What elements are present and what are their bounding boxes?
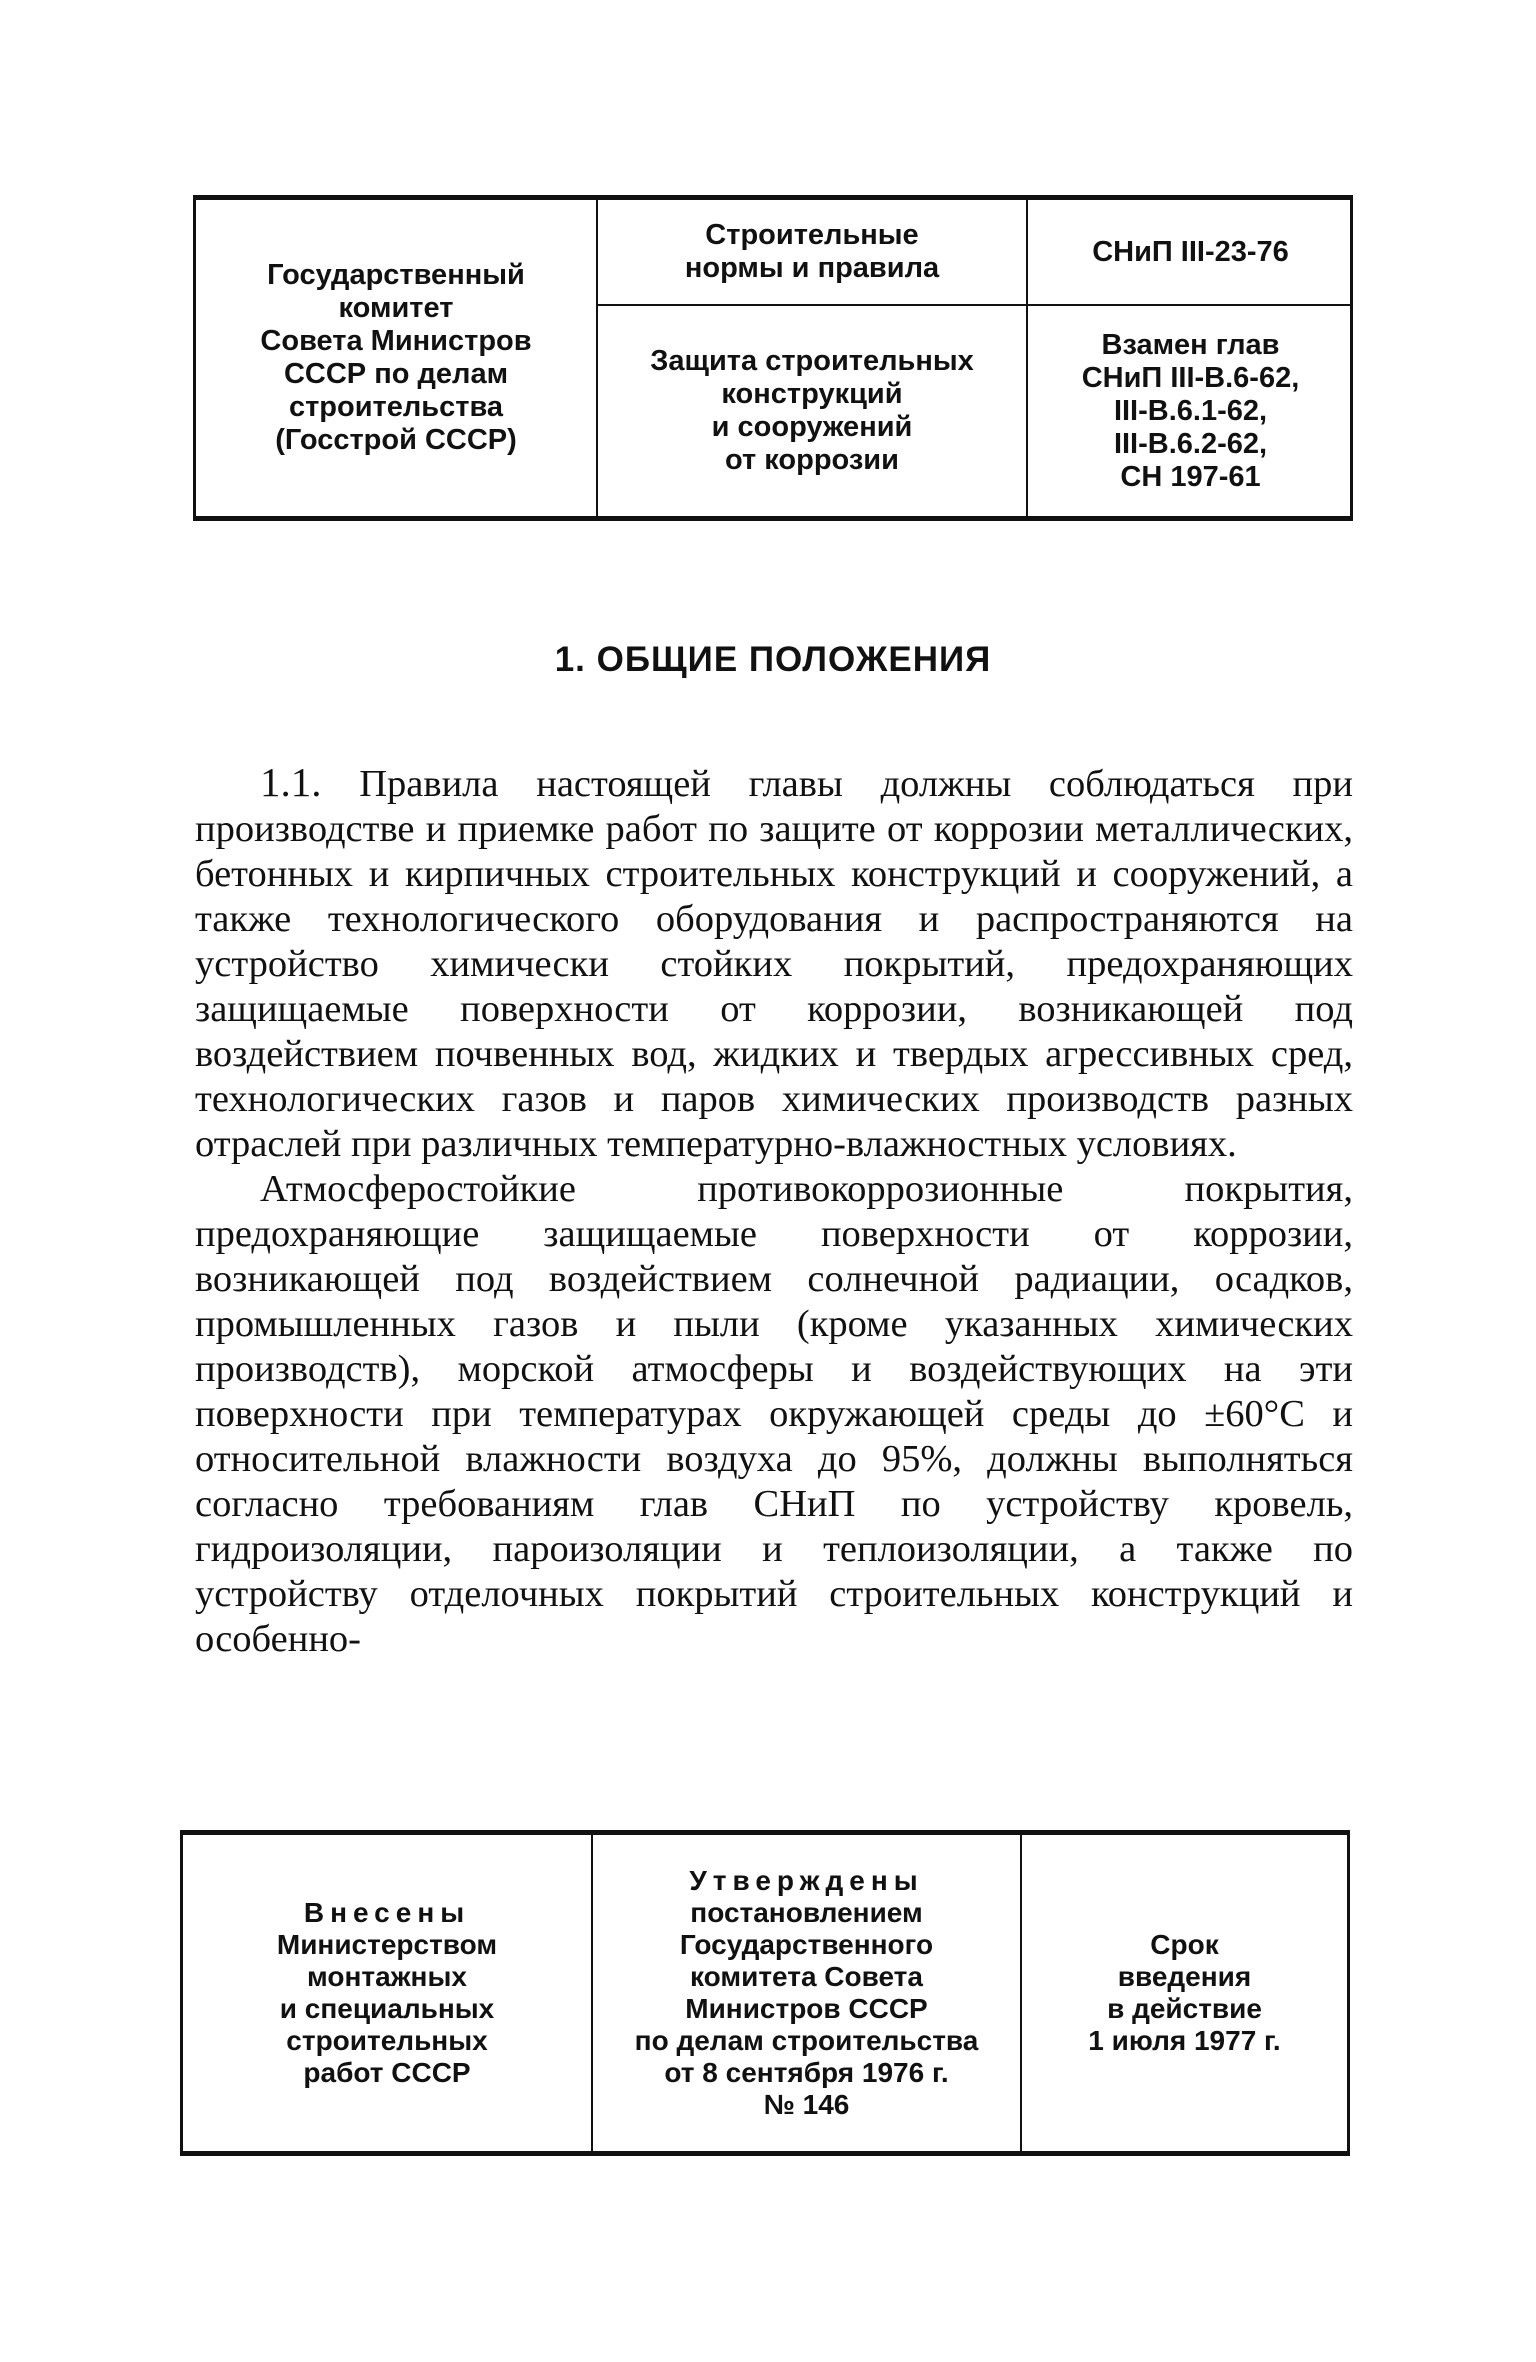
approved-line: Государственного: [679, 1929, 934, 1960]
effective-line: введения: [1117, 1961, 1252, 1992]
submitted-line: и специальных: [279, 1993, 495, 2024]
approved-line: Утверждены: [689, 1865, 924, 1896]
paragraph-atmospheric: [195, 1167, 1353, 1662]
approved-line: Министров СССР: [685, 1993, 928, 2024]
doc-title-line: конструкций: [721, 378, 903, 410]
replaces-line: III-В.6.2-62,: [1113, 427, 1268, 460]
doc-type-line: нормы и правила: [684, 252, 940, 284]
paragraph-1-1: [195, 760, 1353, 1167]
paragraph-text: Правила настоящей главы должны соблюдаться при производстве и приемке работ по защите от коррозии металлических, бетонных и кирпичных строительных конструкций и сооружений, а также технологического оборудования и распространяются на устройство химически стойких покрытий, предохраняющих защищаемые поверхности от коррозии, возникающей под воздействием почвенных вод, жидких и твердых агрессивных сред, технологических газов и паров химических производств разных отраслей при различных температурно-влажностных условиях.: [195, 763, 1353, 1165]
paragraph-number: 1.1.: [260, 759, 322, 805]
authority-line: (Госстрой СССР): [275, 424, 517, 456]
effective-cell: [1022, 1835, 1347, 2151]
submitted-line: строительных: [286, 2025, 488, 2056]
approved-cell: [593, 1835, 1020, 2151]
effective-line: в действие: [1107, 1993, 1262, 2024]
approved-line: комитета Совета: [690, 1961, 923, 1992]
footer-table: [180, 1830, 1350, 2156]
approved-line: постановлением: [690, 1897, 923, 1928]
doc-code: СНиП III-23-76: [1092, 235, 1289, 268]
effective-line: 1 июля 1977 г.: [1088, 2025, 1281, 2056]
replaces-line: III-В.6.1-62,: [1113, 394, 1268, 427]
replaces-line: Взамен глав: [1101, 328, 1280, 361]
replaces-cell: [1028, 306, 1353, 516]
approved-line: № 146: [763, 2089, 850, 2120]
doc-title-line: и сооружений: [711, 411, 913, 443]
authority-line: Государственный: [267, 259, 525, 291]
doc-title-line: Защита строительных: [650, 345, 974, 377]
replaces-line: СНиП III-В.6-62,: [1081, 361, 1300, 394]
authority-line: Совета Министров: [260, 325, 532, 357]
authority-cell: [196, 200, 596, 516]
submitted-line: монтажных: [307, 1961, 467, 1992]
submitted-cell: [183, 1835, 591, 2151]
replaces-line: СН 197-61: [1120, 460, 1261, 493]
approved-line: от 8 сентября 1976 г.: [664, 2057, 949, 2088]
approved-line: по делам строительства: [634, 2025, 979, 2056]
doc-code-cell: [1028, 200, 1353, 304]
doc-title-cell: [598, 306, 1026, 516]
submitted-line: Министерством: [276, 1929, 498, 1960]
authority-line: строительства: [288, 391, 504, 423]
doc-title-line: от коррозии: [725, 444, 899, 476]
doc-type-cell: [598, 200, 1026, 304]
effective-line: Срок: [1150, 1929, 1219, 1960]
submitted-line: Внесены: [303, 1897, 471, 1928]
section-heading: 1. ОБЩИЕ ПОЛОЖЕНИЯ: [554, 640, 992, 679]
doc-type-line: Строительные: [705, 219, 919, 251]
body-text: [195, 760, 1353, 1662]
paragraph-text: Атмосферостойкие противокоррозионные покрытия, предохраняющие защищаемые поверхности от коррозии, возникающей под воздействием солнечной радиации, осадков, промышленных газов и пыли (кроме указанных химических производств), морской атмосферы и воздействующих на эти поверхности при температурах окружающей среды до ±60°С и относительной влажности воздуха до 95%, должны выполняться согласно требованиям глав СНиП по устройству кровель, гидроизоляции, пароизоляции и теплоизоляции, а также по устройству отделочных покрытий строительных конструкций и особенно-: [195, 1168, 1353, 1660]
authority-line: СССР по делам: [283, 358, 509, 390]
header-table: [193, 195, 1353, 521]
authority-line: комитет: [338, 292, 454, 324]
submitted-line: работ СССР: [303, 2057, 471, 2088]
